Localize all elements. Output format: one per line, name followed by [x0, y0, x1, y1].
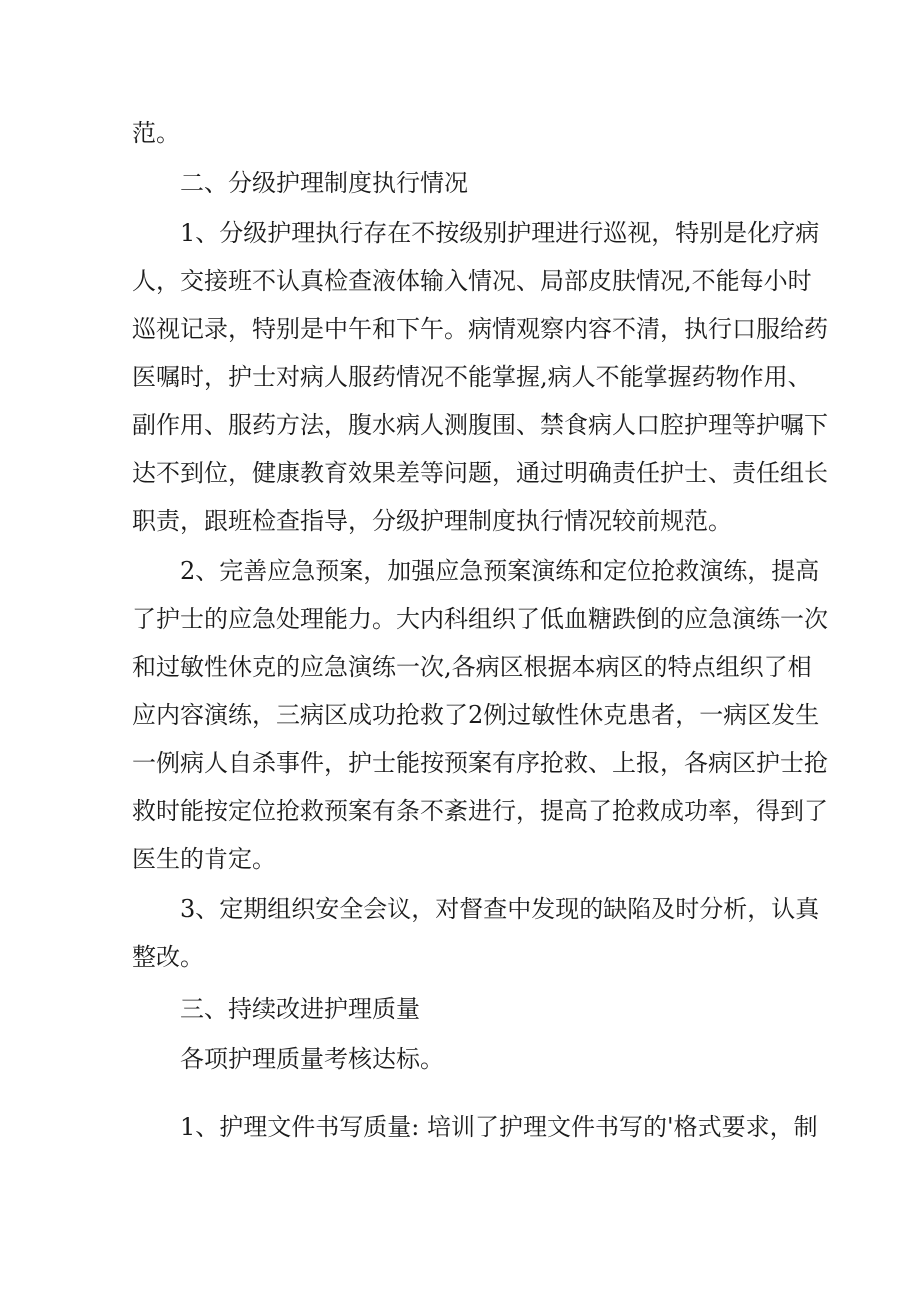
- paragraph-line: 巡视记录，特别是中午和下午。病情观察内容不清，执行口服给药: [132, 315, 828, 343]
- paragraph-line: 2、完善应急预案，加强应急预案演练和定位抢救演练，提高: [180, 557, 820, 585]
- paragraph-line: 一例病人自杀事件，护士能按预案有序抢救、上报，各病区护士抢: [132, 749, 828, 777]
- section-heading-3: 三、持续改进护理质量: [180, 995, 420, 1023]
- paragraph-line: 整改。: [132, 943, 204, 971]
- paragraph-line: 和过敏性休克的应急演练一次,各病区根据本病区的特点组织了相: [132, 653, 812, 681]
- section-heading-2: 二、分级护理制度执行情况: [180, 169, 468, 197]
- paragraph-line: 1、护理文件书写质量: 培训了护理文件书写的'格式要求，制: [180, 1113, 818, 1141]
- paragraph-line: 达不到位，健康教育效果差等问题，通过明确责任护士、责任组长: [132, 459, 828, 487]
- paragraph-line: 3、定期组织安全会议，对督查中发现的缺陷及时分析，认真: [180, 895, 820, 923]
- continuation-text: 范。: [132, 119, 180, 147]
- paragraph-line: 各项护理质量考核达标。: [180, 1045, 444, 1073]
- paragraph-line: 1、分级护理执行存在不按级别护理进行巡视，特别是化疗病: [180, 219, 820, 247]
- paragraph-line: 人，交接班不认真检查液体输入情况、局部皮肤情况,不能每小时: [132, 267, 812, 295]
- paragraph-line: 了护士的应急处理能力。大内科组织了低血糖跌倒的应急演练一次: [132, 605, 828, 633]
- paragraph-line: 医生的肯定。: [132, 845, 276, 873]
- paragraph-line: 医嘱时，护士对病人服药情况不能掌握,病人不能掌握药物作用、: [132, 363, 812, 391]
- paragraph-line: 救时能按定位抢救预案有条不紊进行，提高了抢救成功率，得到了: [132, 797, 828, 825]
- paragraph-line: 副作用、服药方法，腹水病人测腹围、禁食病人口腔护理等护嘱下: [132, 411, 828, 439]
- paragraph-line: 职责，跟班检查指导，分级护理制度执行情况较前规范。: [132, 507, 732, 535]
- paragraph-line: 应内容演练，三病区成功抢救了2例过敏性休克患者，一病区发生: [132, 701, 820, 729]
